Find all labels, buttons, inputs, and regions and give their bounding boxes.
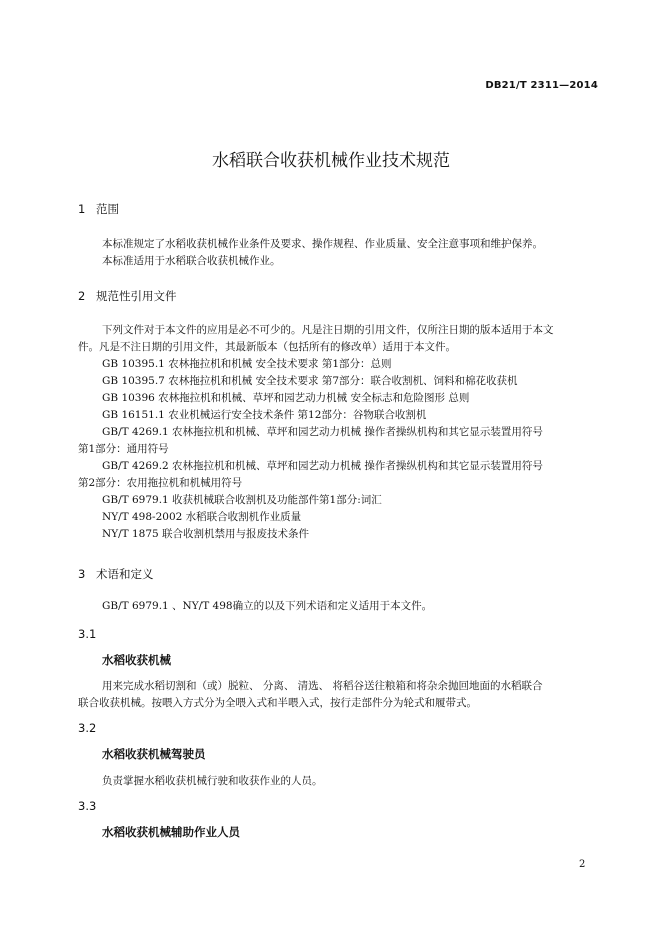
clause-3-1-term: 水稻收获机械	[102, 653, 171, 667]
reference-item-continuation: 第1部分：通用符号	[78, 443, 169, 455]
section-1-number: 1	[78, 202, 86, 216]
section-1-title: 范围	[96, 202, 119, 216]
section-3-heading	[78, 566, 154, 582]
clause-3-2-term: 水稻收获机械驾驶员	[102, 747, 206, 761]
clause-3-1-definition-line-2: 联合收获机械。按喂入方式分为全喂入式和半喂入式，按行走部件分为轮式和履带式。	[78, 697, 477, 709]
reference-item: GB 10395.7 农林拖拉机和机械 安全技术要求 第7部分：联合收割机、饲料和棉花收获机	[102, 375, 518, 387]
reference-item-continuation: 第2部分：农用拖拉机和机械用符号	[78, 477, 243, 489]
section-1-paragraph-1: 本标准规定了水稻收获机械作业条件及要求、操作规程、作业质量、安全注意事项和维护保养。	[102, 238, 543, 250]
section-1-heading	[78, 201, 119, 217]
clause-3-1-definition-line-1: 用来完成水稻切割和（或）脱粒、 分离、 清选、 将稻谷送往粮箱和将杂余抛回地面的水稻联合	[102, 680, 543, 692]
section-2-heading	[78, 288, 177, 304]
section-3-number: 3	[78, 567, 86, 581]
standard-number: DB21/T 2311—2014	[485, 80, 598, 91]
reference-item: GB 10396 农林拖拉机和机械、草坪和园艺动力机械 安全标志和危险图形 总则	[102, 392, 470, 404]
section-3-title: 术语和定义	[96, 567, 154, 581]
reference-item: GB/T 4269.1 农林拖拉机和机械、草坪和园艺动力机械 操作者操纵机构和其它显示装置用符号	[102, 426, 543, 438]
section-2-intro-line-1: 下列文件对于本文件的应用是必不可少的。凡是注日期的引用文件，仅所注日期的版本适用于本文	[102, 324, 554, 336]
section-1-paragraph-2: 本标准适用于水稻联合收获机械作业。	[102, 255, 281, 267]
section-2-title: 规范性引用文件	[96, 289, 177, 303]
clause-3-2-definition: 负责掌握水稻收获机械行驶和收获作业的人员。	[102, 775, 323, 787]
clause-3-2-number: 3.2	[78, 721, 97, 735]
reference-item: GB 16151.1 农业机械运行安全技术条件 第12部分：谷物联合收割机	[102, 409, 427, 421]
clause-3-1-number: 3.1	[78, 627, 97, 641]
reference-item: NY/T 498-2002 水稻联合收割机作业质量	[102, 511, 302, 523]
reference-item: NY/T 1875 联合收割机禁用与报废技术条件	[102, 528, 310, 540]
reference-item: GB/T 6979.1 收获机械联合收割机及功能部件第1部分:词汇	[102, 494, 382, 506]
clause-3-3-number: 3.3	[78, 799, 97, 813]
section-3-intro: GB/T 6979.1 、NY/T 498确立的以及下列术语和定义适用于本文件。	[102, 600, 433, 612]
page-number: 2	[579, 859, 586, 870]
section-2-number: 2	[78, 289, 86, 303]
reference-item: GB 10395.1 农林拖拉机和机械 安全技术要求 第1部分：总则	[102, 358, 392, 370]
reference-item: GB/T 4269.2 农林拖拉机和机械、草坪和园艺动力机械 操作者操纵机构和其它显示装置用符号	[102, 460, 543, 472]
document-title: 水稻联合收获机械作业技术规范	[212, 151, 450, 171]
section-2-intro-line-2: 件。凡是不注日期的引用文件，其最新版本（包括所有的修改单）适用于本文件。	[78, 341, 456, 353]
clause-3-3-term: 水稻收获机械辅助作业人员	[102, 825, 240, 839]
